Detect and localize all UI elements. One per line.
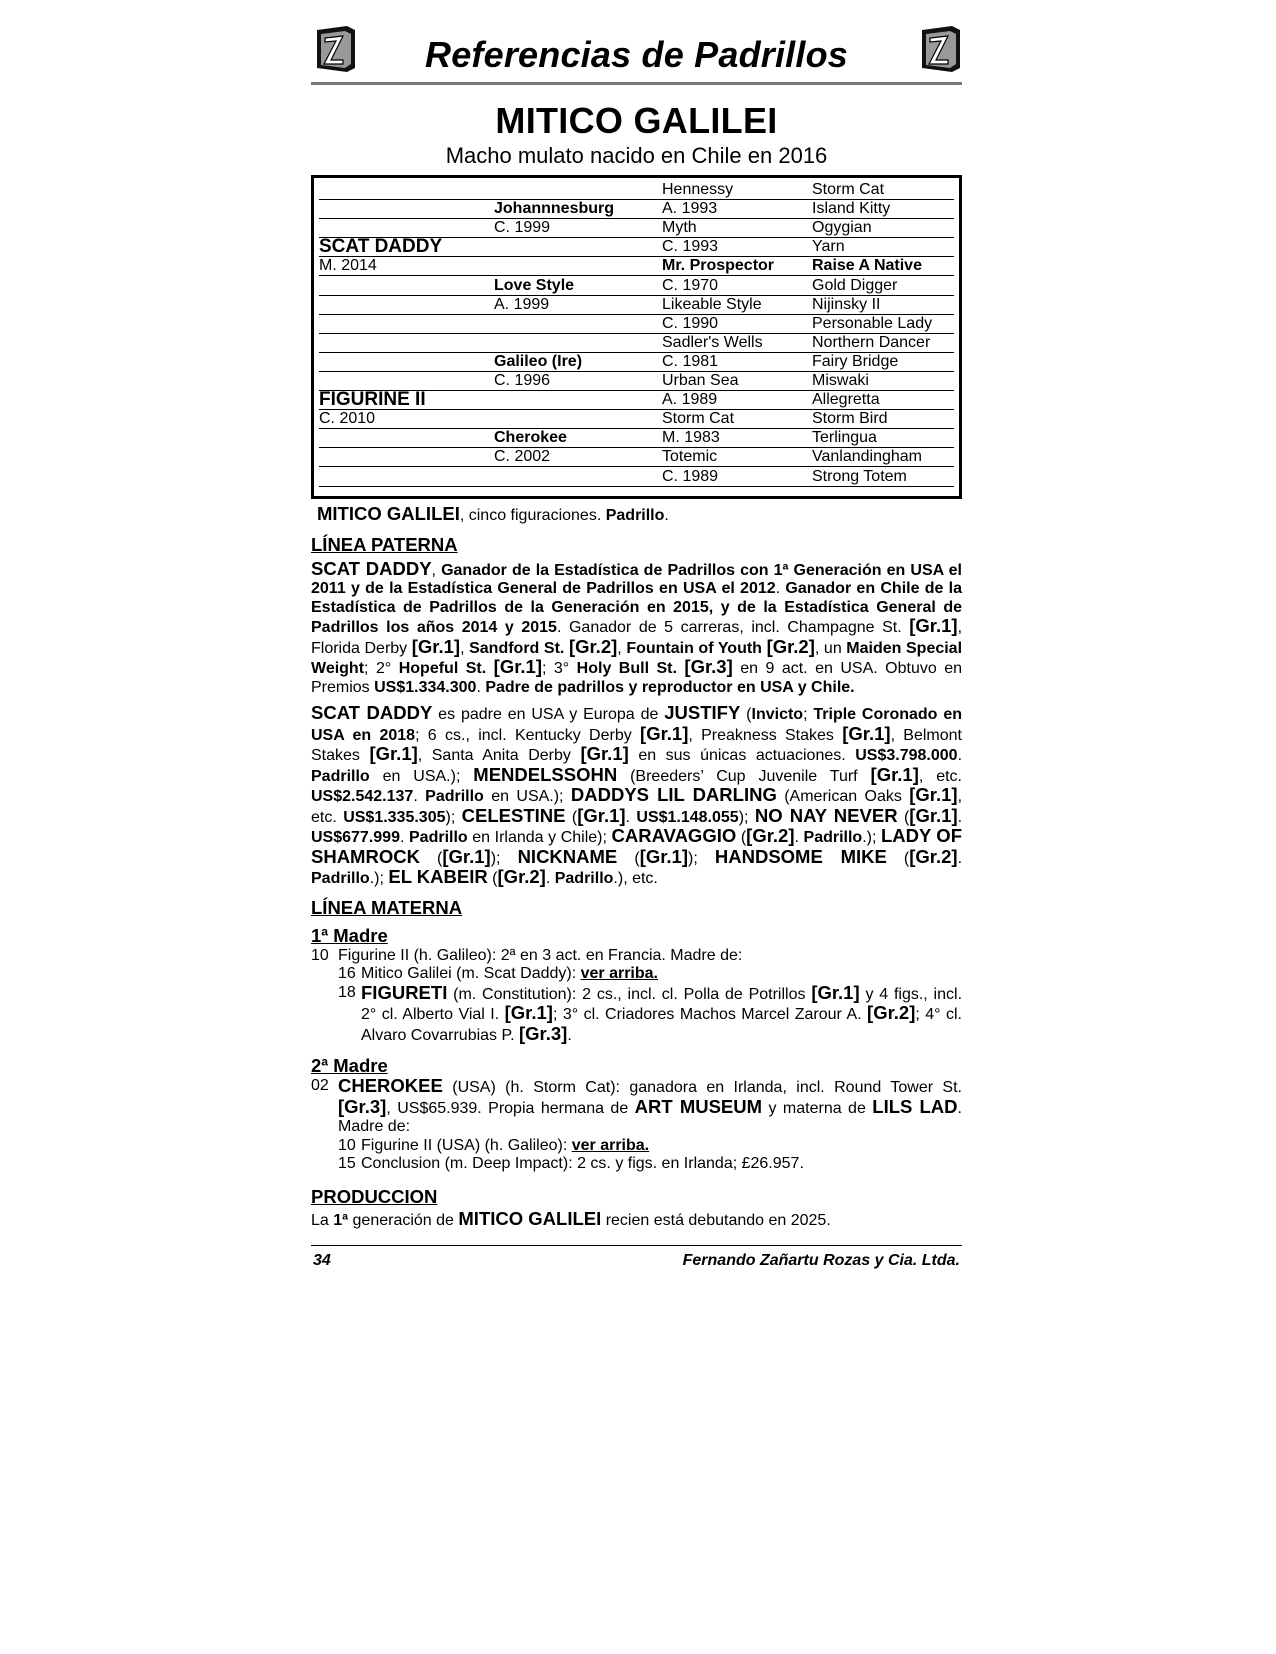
- pedigree-grandparent: Cherokee: [494, 429, 567, 447]
- emphasis-name: LILS LAD: [872, 1095, 958, 1117]
- bold-text: Sandford St.: [469, 639, 565, 657]
- section-madre-1: 1ª Madre: [311, 924, 388, 946]
- emphasis-name: [Gr.3]: [519, 1022, 568, 1044]
- emphasis-name: [Gr.2]: [746, 825, 795, 846]
- pedigree-great-grandparent: C. 1993: [662, 238, 719, 256]
- bold-text: Ganador en Chile de la Estadística de Padrillos de la Generación en 2015, y de la Estadística General de Padrillos los años 2014 y 2015: [311, 580, 963, 636]
- emphasis-name: [Gr.2]: [909, 845, 958, 867]
- bold-text: Triple Coronado en USA en 2018: [311, 706, 962, 744]
- text-run: ; 4° cl. Alvaro Covarrubias P.: [361, 1006, 962, 1044]
- text-run: ; 3°: [541, 660, 577, 677]
- madre2-sub-1: [311, 1137, 962, 1156]
- pedigree-grandparent: Johannnesburg: [494, 200, 615, 218]
- text-run: (m. Constitution): 2 cs., incl. cl. Polla de Potrillos: [447, 985, 812, 1003]
- emphasis-name: FIGURETI: [361, 981, 448, 1003]
- emphasis-name: CELESTINE: [461, 804, 566, 826]
- text-run: , Preakness Stakes: [688, 726, 843, 744]
- pedigree-grandparent-year: A. 1999: [494, 295, 550, 313]
- pedigree-ancestor: Raise A Native: [812, 257, 922, 275]
- page-footer: [311, 1245, 962, 1272]
- section-linea-paterna: LÍNEA PATERNA: [311, 533, 458, 555]
- intro-role: Padrillo: [605, 507, 665, 524]
- text-run: .: [957, 849, 963, 867]
- pedigree-rule: [319, 371, 954, 372]
- produccion-text: [311, 1207, 962, 1231]
- text-run: .: [775, 580, 786, 597]
- pedigree-rule: [319, 295, 954, 296]
- text-run: .: [794, 829, 804, 846]
- bold-text: Padrillo: [425, 788, 484, 805]
- emphasis-name: [Gr.1]: [640, 722, 689, 744]
- pedigree-great-grandparent: C. 1989: [662, 467, 719, 485]
- bold-text: US$1.148.055: [636, 808, 739, 826]
- pedigree-rule: [319, 409, 954, 410]
- text-run: ,: [617, 639, 627, 657]
- entry-text: [361, 1137, 962, 1156]
- text-run: ,: [431, 561, 442, 579]
- text-run: (American Oaks: [776, 788, 910, 805]
- emphasis-name: CHEROKEE: [338, 1075, 443, 1096]
- pedigree-grandparent-year: C. 1999: [494, 219, 551, 237]
- text-run: Figurine II (USA) (h. Galileo):: [361, 1136, 572, 1154]
- entry-text: [361, 1155, 962, 1174]
- text-run: );: [688, 849, 715, 867]
- emphasis-name: HANDSOME MIKE: [714, 845, 887, 867]
- text-run: .), etc.: [613, 870, 658, 887]
- entry-text: [338, 1077, 962, 1137]
- intro-line: [311, 505, 962, 526]
- bold-text: Invicto: [751, 706, 804, 723]
- emphasis-name: [Gr.2]: [867, 1002, 916, 1023]
- emphasis-name: [Gr.1]: [909, 784, 958, 805]
- bold-text: Ganador de la Estadística de Padrillos con 1ª Generación en USA el 2011 y de la Estadística General de Padrillos en USA el 2012: [311, 561, 962, 597]
- emphasis-name: CARAVAGGIO: [611, 825, 737, 846]
- page-number: 34: [313, 1252, 331, 1269]
- text-run: Mitico Galilei (m. Scat Daddy):: [361, 965, 581, 982]
- pedigree-ancestor: Gold Digger: [812, 276, 898, 294]
- entry-number: 15: [338, 1155, 356, 1172]
- text-run: La: [311, 1211, 334, 1229]
- bold-text: Holy Bull St.: [576, 660, 677, 677]
- pedigree-great-grandparent: C. 1970: [662, 276, 719, 294]
- text-run: en Irlanda y Chile);: [467, 829, 612, 846]
- pedigree-ancestor: Island Kitty: [812, 200, 891, 218]
- text-run: en USA.);: [483, 788, 571, 805]
- text-run: (: [419, 849, 443, 867]
- emphasis-name: MITICO GALILEI: [458, 1207, 602, 1229]
- text-run: .: [567, 1026, 572, 1044]
- pedigree-great-grandparent: Urban Sea: [662, 372, 739, 389]
- text-run: , Belmont Stakes: [311, 726, 963, 764]
- text-run: y materna de: [762, 1099, 873, 1117]
- bold-text: Padrillo: [311, 870, 370, 887]
- pedigree-ancestor: Storm Cat: [812, 181, 885, 198]
- pedigree-rule: [319, 333, 954, 334]
- pedigree-ancestor: Nijinsky II: [812, 295, 881, 313]
- text-run: [486, 660, 493, 677]
- pedigree-rule: [319, 486, 954, 487]
- text-run: .: [957, 747, 963, 764]
- text-run: , un: [814, 639, 847, 657]
- emphasis-name: [Gr.1]: [909, 804, 958, 826]
- pedigree-rule: [319, 447, 954, 448]
- text-run: recien está debutando en 2025.: [601, 1211, 831, 1229]
- pedigree-grandparent: Love Style: [494, 276, 575, 294]
- pedigree-table: [311, 175, 962, 499]
- text-run: (: [886, 849, 910, 867]
- text-run: (: [897, 808, 910, 826]
- pedigree-ancestor: Personable Lady: [812, 314, 933, 332]
- text-run: .);: [369, 870, 389, 887]
- text-run: ;: [803, 706, 814, 723]
- emphasis-name: [Gr.1]: [580, 743, 629, 764]
- pedigree-great-grandparent: Totemic: [662, 448, 718, 466]
- bold-text: Padrillo: [409, 829, 468, 846]
- pedigree-great-grandparent: Mr. Prospector: [662, 257, 775, 275]
- horse-subtitle: Macho mulato nacido en Chile en 2016: [445, 143, 828, 168]
- madre2-sub-2: [311, 1155, 962, 1174]
- intro-end: .: [664, 507, 669, 524]
- pedigree-rule: [319, 314, 954, 315]
- pedigree-grandparent: Galileo (Ire): [494, 352, 583, 370]
- entry-number: 16: [338, 965, 356, 982]
- emphasis-name: [Gr.3]: [338, 1095, 387, 1117]
- emphasis-name: [Gr.1]: [577, 804, 626, 826]
- madre1-entry: [311, 947, 962, 966]
- pedigree-rule: [319, 428, 954, 429]
- emphasis-name: DADDYS LIL DARLING: [570, 784, 777, 805]
- text-run: (Breeders’ Cup Juvenile Turf: [617, 767, 871, 785]
- pedigree-rule: [319, 275, 954, 276]
- section-produccion: PRODUCCION: [311, 1185, 438, 1207]
- pedigree-great-grandparent: C. 1981: [662, 352, 719, 370]
- header-title: Referencias de Padrillos: [425, 34, 848, 75]
- madre1-sub-2: [311, 981, 963, 1046]
- section-linea-materna: LÍNEA MATERNA: [311, 896, 463, 918]
- pedigree-ancestor: Yarn: [812, 238, 845, 256]
- intro-name: MITICO GALILEI: [317, 503, 460, 524]
- emphasis-name: LADY OF SHAMROCK: [311, 825, 962, 867]
- page: [311, 20, 962, 1230]
- pedigree-great-grandparent: Myth: [662, 219, 697, 237]
- pedigree-dam-year: C. 2010: [319, 410, 376, 428]
- text-run: . Ganador de 5 carreras, incl. Champagne St.: [556, 619, 910, 636]
- bold-text: Padrillo: [554, 870, 614, 887]
- text-run: , etc.: [311, 788, 963, 826]
- entry-text: [361, 965, 962, 984]
- bold-text: Fountain of Youth: [626, 639, 762, 657]
- text-run: ; 2°: [364, 660, 399, 677]
- text-run: .: [399, 829, 409, 846]
- text-run: y 4 figs., incl. 2° cl. Alberto Vial I.: [361, 985, 963, 1023]
- emphasis-name: NICKNAME: [517, 845, 618, 867]
- text-run: .: [545, 870, 555, 887]
- pedigree-sire-year: M. 2014: [319, 257, 377, 275]
- entry-number: 02: [311, 1077, 329, 1094]
- pedigree-great-grandparent: C. 1990: [662, 314, 719, 332]
- text-run: );: [490, 849, 518, 867]
- text-run: generación de: [348, 1211, 459, 1229]
- pedigree-rule: [319, 466, 954, 467]
- emphasis-name: MENDELSSOHN: [473, 763, 618, 785]
- paterna-paragraph-2: [311, 704, 962, 889]
- emphasis-name: [Gr.1]: [909, 615, 958, 636]
- text-run: (: [487, 870, 498, 887]
- text-run: .);: [862, 829, 881, 846]
- text-run: (: [740, 706, 752, 723]
- text-run: , etc.: [918, 767, 962, 785]
- pedigree-rule: [319, 352, 954, 353]
- entry-text: [361, 981, 963, 1046]
- pedigree-rule: [319, 218, 954, 219]
- bold-text: Padrillo: [311, 767, 370, 785]
- text-run: (USA) (h. Storm Cat): ganadora en Irlanda, incl. Round Tower St.: [442, 1079, 962, 1096]
- emphasis-name: [Gr.1]: [870, 763, 919, 785]
- emphasis-name: ART MUSEUM: [634, 1095, 763, 1117]
- horse-name: MITICO GALILEI: [495, 100, 778, 141]
- emphasis-name: [Gr.3]: [684, 656, 733, 677]
- bold-text: US$3.798.000: [855, 747, 958, 764]
- pedigree-dam: FIGURINE II: [319, 389, 426, 411]
- pedigree-rule: [319, 256, 954, 257]
- text-run: ; 6 cs., incl. Kentucky Derby: [415, 726, 641, 744]
- section-madre-2: 2ª Madre: [311, 1055, 388, 1076]
- text-run: en sus únicas actuaciones.: [628, 747, 856, 764]
- pedigree-ancestor: Vanlandingham: [812, 448, 923, 466]
- cross-reference: ver arriba.: [571, 1136, 650, 1154]
- bold-text: Maiden Special Weight: [311, 639, 963, 677]
- text-run: ; 3° cl. Criadores Machos Marcel Zarour A.: [552, 1006, 868, 1023]
- pedigree-great-grandparent: Sadler's Wells: [662, 333, 763, 351]
- entry-number: 10: [311, 946, 329, 964]
- text-run: (: [565, 808, 578, 826]
- pedigree-rule: [319, 199, 954, 200]
- entry-text: [338, 947, 962, 966]
- text-run: Conclusion (m. Deep Impact): 2 cs. y figs. en Irlanda; £26.957.: [361, 1155, 804, 1172]
- pedigree-sire: SCAT DADDY: [319, 236, 443, 258]
- brand-logo-icon: [916, 24, 962, 74]
- emphasis-name: [Gr.1]: [639, 845, 689, 867]
- text-run: (: [617, 849, 640, 867]
- text-run: , US$65.939. Propia hermana de: [386, 1099, 635, 1117]
- emphasis-name: [Gr.1]: [411, 635, 461, 657]
- bold-text: US$2.542.137: [311, 788, 414, 805]
- bold-text: US$1.335.305: [343, 808, 446, 826]
- pedigree-grandparent-year: C. 1996: [494, 372, 551, 389]
- cross-reference: ver arriba.: [580, 965, 658, 982]
- bold-text: Hopeful St.: [398, 660, 487, 677]
- bold-text: Padre de padrillos y reproductor en USA y Chile.: [485, 678, 855, 696]
- pedigree-grandparent-year: C. 2002: [494, 448, 551, 466]
- emphasis-name: [Gr.1]: [811, 981, 860, 1003]
- text-run: .: [625, 808, 637, 826]
- bold-text: Padrillo: [803, 829, 863, 846]
- bold-text: US$1.334.300: [374, 678, 477, 696]
- paterna-paragraph-1: [311, 557, 963, 698]
- pedigree-great-grandparent: Hennessy: [662, 181, 734, 198]
- text-run: );: [738, 808, 755, 826]
- emphasis-name: EL KABEIR: [388, 866, 488, 887]
- pedigree-ancestor: Storm Bird: [812, 410, 888, 428]
- pedigree-ancestor: Strong Totem: [812, 467, 907, 485]
- emphasis-name: SCAT DADDY: [311, 702, 433, 723]
- pedigree-great-grandparent: A. 1993: [662, 200, 718, 218]
- text-run: .: [413, 788, 426, 805]
- text-run: es padre en USA y Europa de: [432, 706, 665, 723]
- bold-text: 1ª: [333, 1211, 349, 1229]
- text-run: .: [476, 678, 486, 696]
- pedigree-great-grandparent: A. 1989: [662, 391, 718, 409]
- emphasis-name: [Gr.2]: [497, 866, 546, 887]
- text-run: en 9 act. en USA. Obtuvo en Premios: [311, 660, 963, 696]
- pedigree-rule: [319, 237, 954, 238]
- emphasis-name: [Gr.1]: [842, 722, 891, 744]
- pedigree-rule: [319, 390, 954, 391]
- text-run: );: [445, 808, 462, 826]
- emphasis-name: [Gr.1]: [504, 1002, 553, 1023]
- emphasis-name: [Gr.1]: [369, 743, 418, 764]
- text-run: , Florida Derby: [311, 619, 963, 657]
- pedigree-great-grandparent: M. 1983: [662, 429, 720, 447]
- text-run: .: [957, 808, 963, 826]
- pedigree-ancestor: Allegretta: [812, 391, 880, 409]
- text-run: en USA.);: [369, 767, 474, 785]
- pedigree-ancestor: Fairy Bridge: [812, 352, 899, 370]
- emphasis-name: SCAT DADDY: [311, 557, 432, 579]
- intro-text: , cinco figuraciones.: [459, 507, 606, 524]
- page-header: [311, 20, 962, 85]
- footer-company: Fernando Zañartu Rozas y Cia. Ltda.: [682, 1252, 960, 1269]
- pedigree-ancestor: Terlingua: [812, 429, 877, 447]
- madre2-entry: [311, 1077, 962, 1137]
- emphasis-name: [Gr.2]: [568, 635, 618, 657]
- entry-number: 10: [338, 1136, 356, 1154]
- pedigree-ancestor: Northern Dancer: [812, 333, 931, 351]
- emphasis-name: [Gr.1]: [442, 845, 491, 867]
- pedigree-great-grandparent: Storm Cat: [662, 410, 735, 428]
- text-run: . Madre de:: [338, 1099, 962, 1135]
- bold-text: US$677.999: [311, 829, 400, 846]
- emphasis-name: NO NAY NEVER: [754, 804, 898, 826]
- pedigree-ancestor: Miswaki: [812, 372, 869, 389]
- emphasis-name: [Gr.1]: [493, 656, 542, 677]
- text-run: (: [736, 829, 747, 846]
- pedigree-great-grandparent: Likeable Style: [662, 295, 762, 313]
- text-run: , Santa Anita Derby: [417, 747, 581, 764]
- text-run: ,: [460, 639, 470, 657]
- emphasis-name: JUSTIFY: [664, 702, 741, 723]
- emphasis-name: [Gr.2]: [766, 635, 815, 657]
- pedigree-ancestor: Ogygian: [812, 219, 872, 237]
- entry-number: 18: [338, 983, 356, 1001]
- text-run: Figurine II (h. Galileo): 2ª en 3 act. en Francia. Madre de:: [338, 946, 743, 964]
